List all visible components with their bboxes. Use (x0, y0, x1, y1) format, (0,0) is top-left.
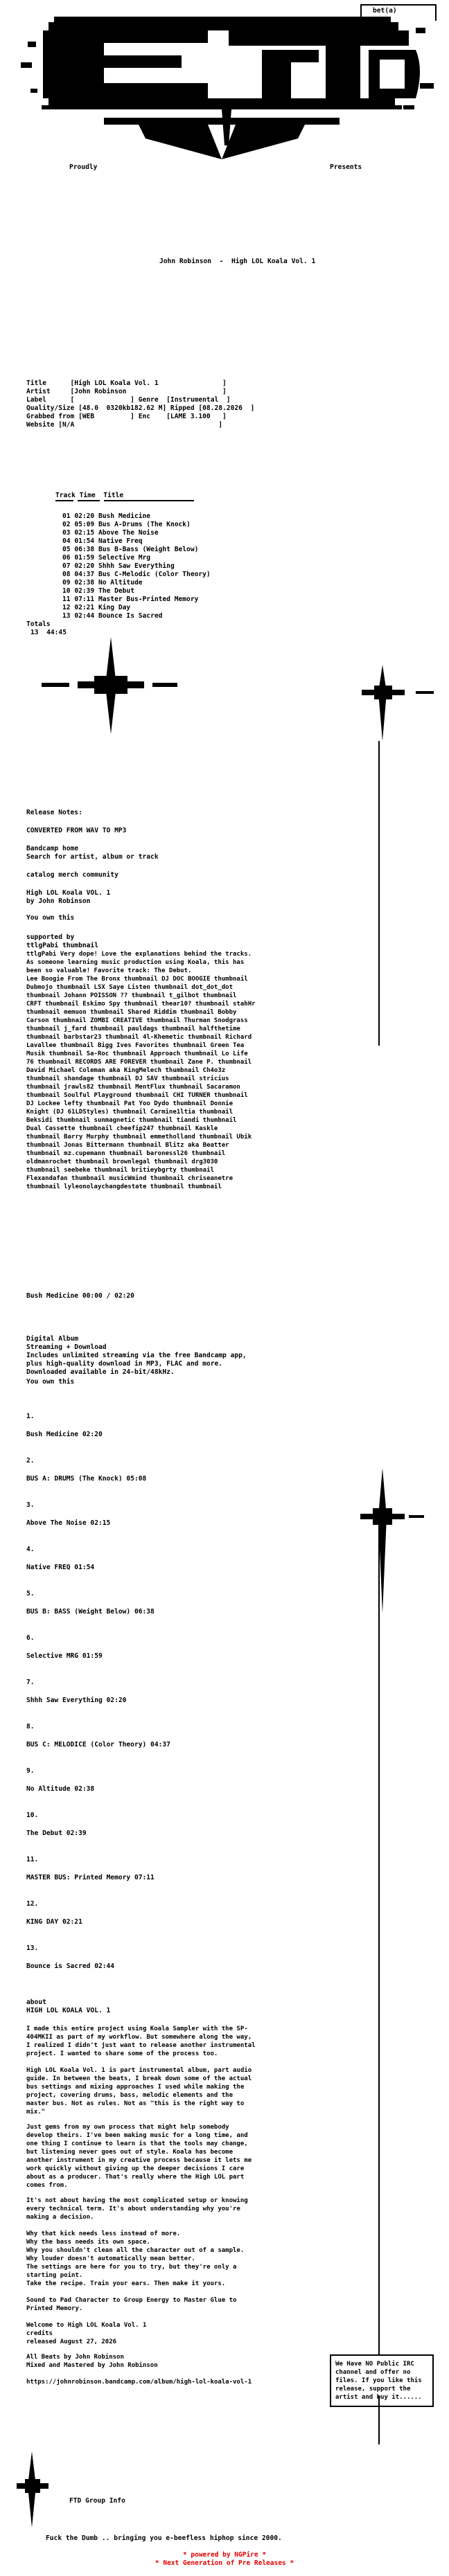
next-generation: * Next Generation of Pre Releases * (155, 2559, 294, 2567)
track-entry-number: 1. (26, 1413, 35, 1420)
about-paragraph-8: All Beats by John Robinson Mixed and Mastered by John Robinson (26, 2354, 158, 2369)
track-entry-number: 9. (26, 1767, 35, 1775)
track-row: 04 01:54 Native Freq (62, 537, 143, 545)
bandcamp-home-link[interactable]: Bandcamp home (26, 845, 79, 852)
info-artist: Artist [John Robinson ] (26, 388, 227, 395)
track-row: 06 01:59 Selective Mrg (62, 554, 151, 562)
info-label: Label [ ] Genre [Instrumental ] (26, 396, 231, 404)
track-entry-number: 4. (26, 1546, 35, 1553)
bet-tag: bet(a) (373, 7, 397, 15)
about-paragraph-7: Welcome to High LOL Koala Vol. 1 credits released August 27, 2026 (26, 2322, 147, 2345)
track-entry-line: BUS A: DRUMS (The Knock) 05:08 (26, 1475, 147, 1483)
presents-label: Presents (330, 163, 362, 171)
info-quality: Quality/Size [48.0 0320kb182.62 M] Ripped [08.28.2026 ] (26, 404, 255, 412)
proudly-label: Proudly (69, 163, 98, 171)
totals-value: 13 44:45 (30, 629, 67, 636)
track-row: 09 02:38 No Altitude (62, 579, 143, 587)
track-entry-line: Selective MRG 01:59 (26, 1652, 103, 1660)
track-entry-line: Native FREQ 01:54 (26, 1564, 95, 1571)
track-entry-line: The Debut 02:39 (26, 1830, 87, 1837)
sparkle-divider-2 (362, 665, 434, 741)
track-row: 01 02:20 Bush Medicine (62, 512, 151, 520)
track-row: 07 02:20 Shhh Saw Everything (62, 562, 175, 570)
sparkle-divider-4 (17, 2451, 49, 2528)
supporter-name: ttlgPabi thumbnail (26, 942, 98, 949)
track-entry-line: Above The Noise 02:15 (26, 1519, 111, 1527)
about-paragraph-2: High LOL Koala Vol. 1 is part instrumental album, part audio guide. In between the beats, I break down some of the actual bus settings and mixing approaches I used while making the project, covering drums, bass, melodic elements and the master bus. Not as rules. Not as "this is the right way to mix." (26, 2067, 252, 2116)
album-url-link[interactable]: https://johnrobinson.bandcamp.com/album/high-lol-koala-vol-1 (26, 2379, 252, 2386)
ftd-logo-art (21, 17, 434, 159)
track-entry-line: No Altitude 02:38 (26, 1785, 95, 1793)
album-artist: by John Robinson (26, 897, 91, 905)
album-title: High LOL Koala VOL. 1 (26, 889, 111, 897)
track-row: 08 04:37 Bus C-Melodic (Color Theory) (62, 571, 211, 578)
powered-by: * powered by NGPire * (182, 2551, 267, 2559)
about-title: HIGH LOL KOALA VOL. 1 (26, 2007, 111, 2014)
track-entry-number: 7. (26, 1679, 35, 1686)
about-paragraph-5: Why that kick needs less instead of more. Why the bass needs its own space. Why you shouldn't clean all the character out of a sample. Why louder doesn't automatically mean better. The settings are here for you to try, but they're only a starting point. Take the recipe. Train your ears. Then make it yours. (26, 2230, 245, 2287)
track-row: 05 06:38 Bus B-Bass (Weight Below) (62, 546, 199, 553)
track-row: 10 02:39 The Debut (62, 587, 134, 595)
public-note: We Have NO Public IRC channel and offer no files. If you like this release, support the artist and buy it...... (335, 2361, 422, 2401)
track-entry-number: 3. (26, 1501, 35, 1509)
track-entry-number: 10. (26, 1812, 39, 1819)
group-info: FTD Group Info (69, 2497, 125, 2505)
footer-slogan: Fuck the Dumb .. bringing you e-beefless hiphop since 2000. (46, 2534, 282, 2542)
track-entry-number: 6. (26, 1634, 35, 1642)
you-own-this-2: You own this (26, 1378, 75, 1386)
release-notes-heading: Release Notes: (26, 809, 82, 816)
release-title: John Robinson - High LOL Koala Vol. 1 (159, 258, 316, 265)
digital-album: Digital Album (26, 1335, 79, 1343)
sparkle-divider-1 (42, 637, 177, 734)
streaming-download: Streaming + Download (26, 1343, 107, 1351)
catalog-line: catalog merch community (26, 871, 118, 879)
track-row: 03 02:15 Above The Noise (62, 529, 159, 537)
info-website: Website [N/A ] (26, 421, 223, 429)
you-own-this: You own this (26, 914, 75, 922)
about-paragraph-6: Sound to Pad Character to Group Energy to Master Glue to Printed Memory. (26, 2297, 237, 2312)
track-row: 12 02:21 King Day (62, 604, 131, 611)
converted-line: CONVERTED FROM WAV TO MP3 (26, 827, 127, 834)
track-row: 13 02:44 Bounce Is Sacred (62, 612, 163, 620)
tracklist-rules (55, 500, 194, 501)
vertical-rules (378, 741, 380, 2444)
track-entry-number: 2. (26, 1457, 35, 1465)
supporters-text: ttlgPabi Very dope! Love the explanations behind the tracks. As someone learning music production using Koala, this has been so valuable! Favorite track: The Debut. Lee Boogie From The Bronx thumbnail DJ DOC BOOGIE thumbnail Dubmojo thumbnail LSX Saye Listen thumbnail dot_dot_dot thumbnail Johann POISSON ?? thumbnail t_gilbot thumbnail CRFT thumbnail Eskimo Spy thumbnail thear10? thumbnail stahHr thumbnail memuon thumbnail Shared Riddim thumbnail Bobby Carson thumbnail ZOMBI CREATIVE thumbnail Thurman Snodgrass thumbnail j_fard thumbnail pauldags thumbnail halfthetime thumbnail barbstar23 thumbnail 4l-Khemetic thumbnail Richard Lavallee thumbnail Bigg Ives Favorites thumbnail Green Tea Musik thumbnail Sa-Roc thumbnail Approach thumbnail Lo Life 76 thumbnail RECORDS ARE FOREVER thumbnail Zane P. thumbnail David Michael Coleman aka KingMelech thumbnail Ch4o3z thumbnail shandage thumbnail DJ SAV thumbnail stricius thumbnail jrawls82 thumbnail MentFlux thumbnail Sacaramon thumbnail Soulful Playground thumbnail CHI TURNER thumbnail DJ Lockee lefty thumbnail Pat Yoo Dydo thumbnail Donnie Knight (DJ 61LDStyles) thumbnail Carmine1ltia thumbnail Beksidi thumbnail sunmagnetic thumbnail tiandi thumbnail Dual Cassette thumbnail cheefip247 thumbnail Kaskle thumbnail Barry Murphy thumbnail emmetholland thumbnail Ubik thumbnail Jonas Bittermann thumbnail Blitz aka Beatter thumbnail mz.cupemann thumbnail baronessl26 thumbnail oldmanrochet thumbnail brownlegal thumbnail drg3030 thumbnail seebeke thumbnail britieybgrty thumbnail Flexandafan thumbnail musicWmind thumbnail chriseanetre thumbnail lyleonolaychangdestate thumbnail thumbnail (26, 951, 256, 1190)
supported-by: supported by (26, 933, 75, 941)
track-entry-number: 8. (26, 1723, 35, 1730)
track-entry-number: 13. (26, 1944, 39, 1952)
about-paragraph-4: It's not about having the most complicated setup or knowing every technical term. It's about understanding why you're making a decision. (26, 2197, 248, 2221)
track-row: 11 07:11 Master Bus-Printed Memory (62, 596, 199, 603)
includes-text: Includes unlimited streaming via the free Bandcamp app, plus high-quality download in MP3, FLAC and more. Downloaded available in 24-bit/48kHz. (26, 1352, 247, 1376)
search-line: Search for artist, album or track (26, 853, 159, 861)
track-entry-line: Bush Medicine 02:20 (26, 1431, 103, 1438)
player-line: Bush Medicine 00:00 / 02:20 (26, 1292, 134, 1300)
about-heading: about (26, 1998, 46, 2006)
track-entry-line: BUS C: MELODICE (Color Theory) 04:37 (26, 1741, 170, 1748)
tracklist-header: Track Time Title (55, 492, 124, 499)
track-entry-number: 12. (26, 1900, 39, 1908)
totals-label: Totals (26, 620, 51, 628)
track-row: 02 05:09 Bus A-Drums (The Knock) (62, 521, 191, 528)
track-entry-line: KING DAY 02:21 (26, 1918, 82, 1926)
track-entry-line: MASTER BUS: Printed Memory 07:11 (26, 1874, 155, 1881)
track-entry-number: 5. (26, 1590, 35, 1598)
info-grabbed: Grabbed from [WEB ] Enc [LAME 3.100 ] (26, 413, 227, 420)
about-paragraph-3: Just gems from my own process that might help somebody develop theirs. I've been making music for a long time, and one thing I continue to learn is that the tools may change, but listening never goes out of style. Koala has become another instrument in my creative process because it lets me work quickly without giving up the deeper decisions I care about as a producer. That's really where the High LOL part comes from. (26, 2124, 252, 2189)
about-paragraph-1: I made this entire project using Koala Sampler with the SP- 404MKII as part of my workflow. But somewhere along the way, I realized I didn't just want to release another instrumental project. I wanted to share some of the process too. (26, 2025, 256, 2057)
info-title: Title [High LOL Koala Vol. 1 ] (26, 379, 227, 387)
sparkle-divider-3 (360, 1468, 424, 1613)
track-entry-line: BUS B: BASS (Weight Below) 06:38 (26, 1608, 155, 1616)
track-entry-number: 11. (26, 1856, 39, 1863)
track-entry-line: Shhh Saw Everything 02:20 (26, 1697, 127, 1704)
track-entry-line: Bounce is Sacred 02:44 (26, 1962, 115, 1970)
